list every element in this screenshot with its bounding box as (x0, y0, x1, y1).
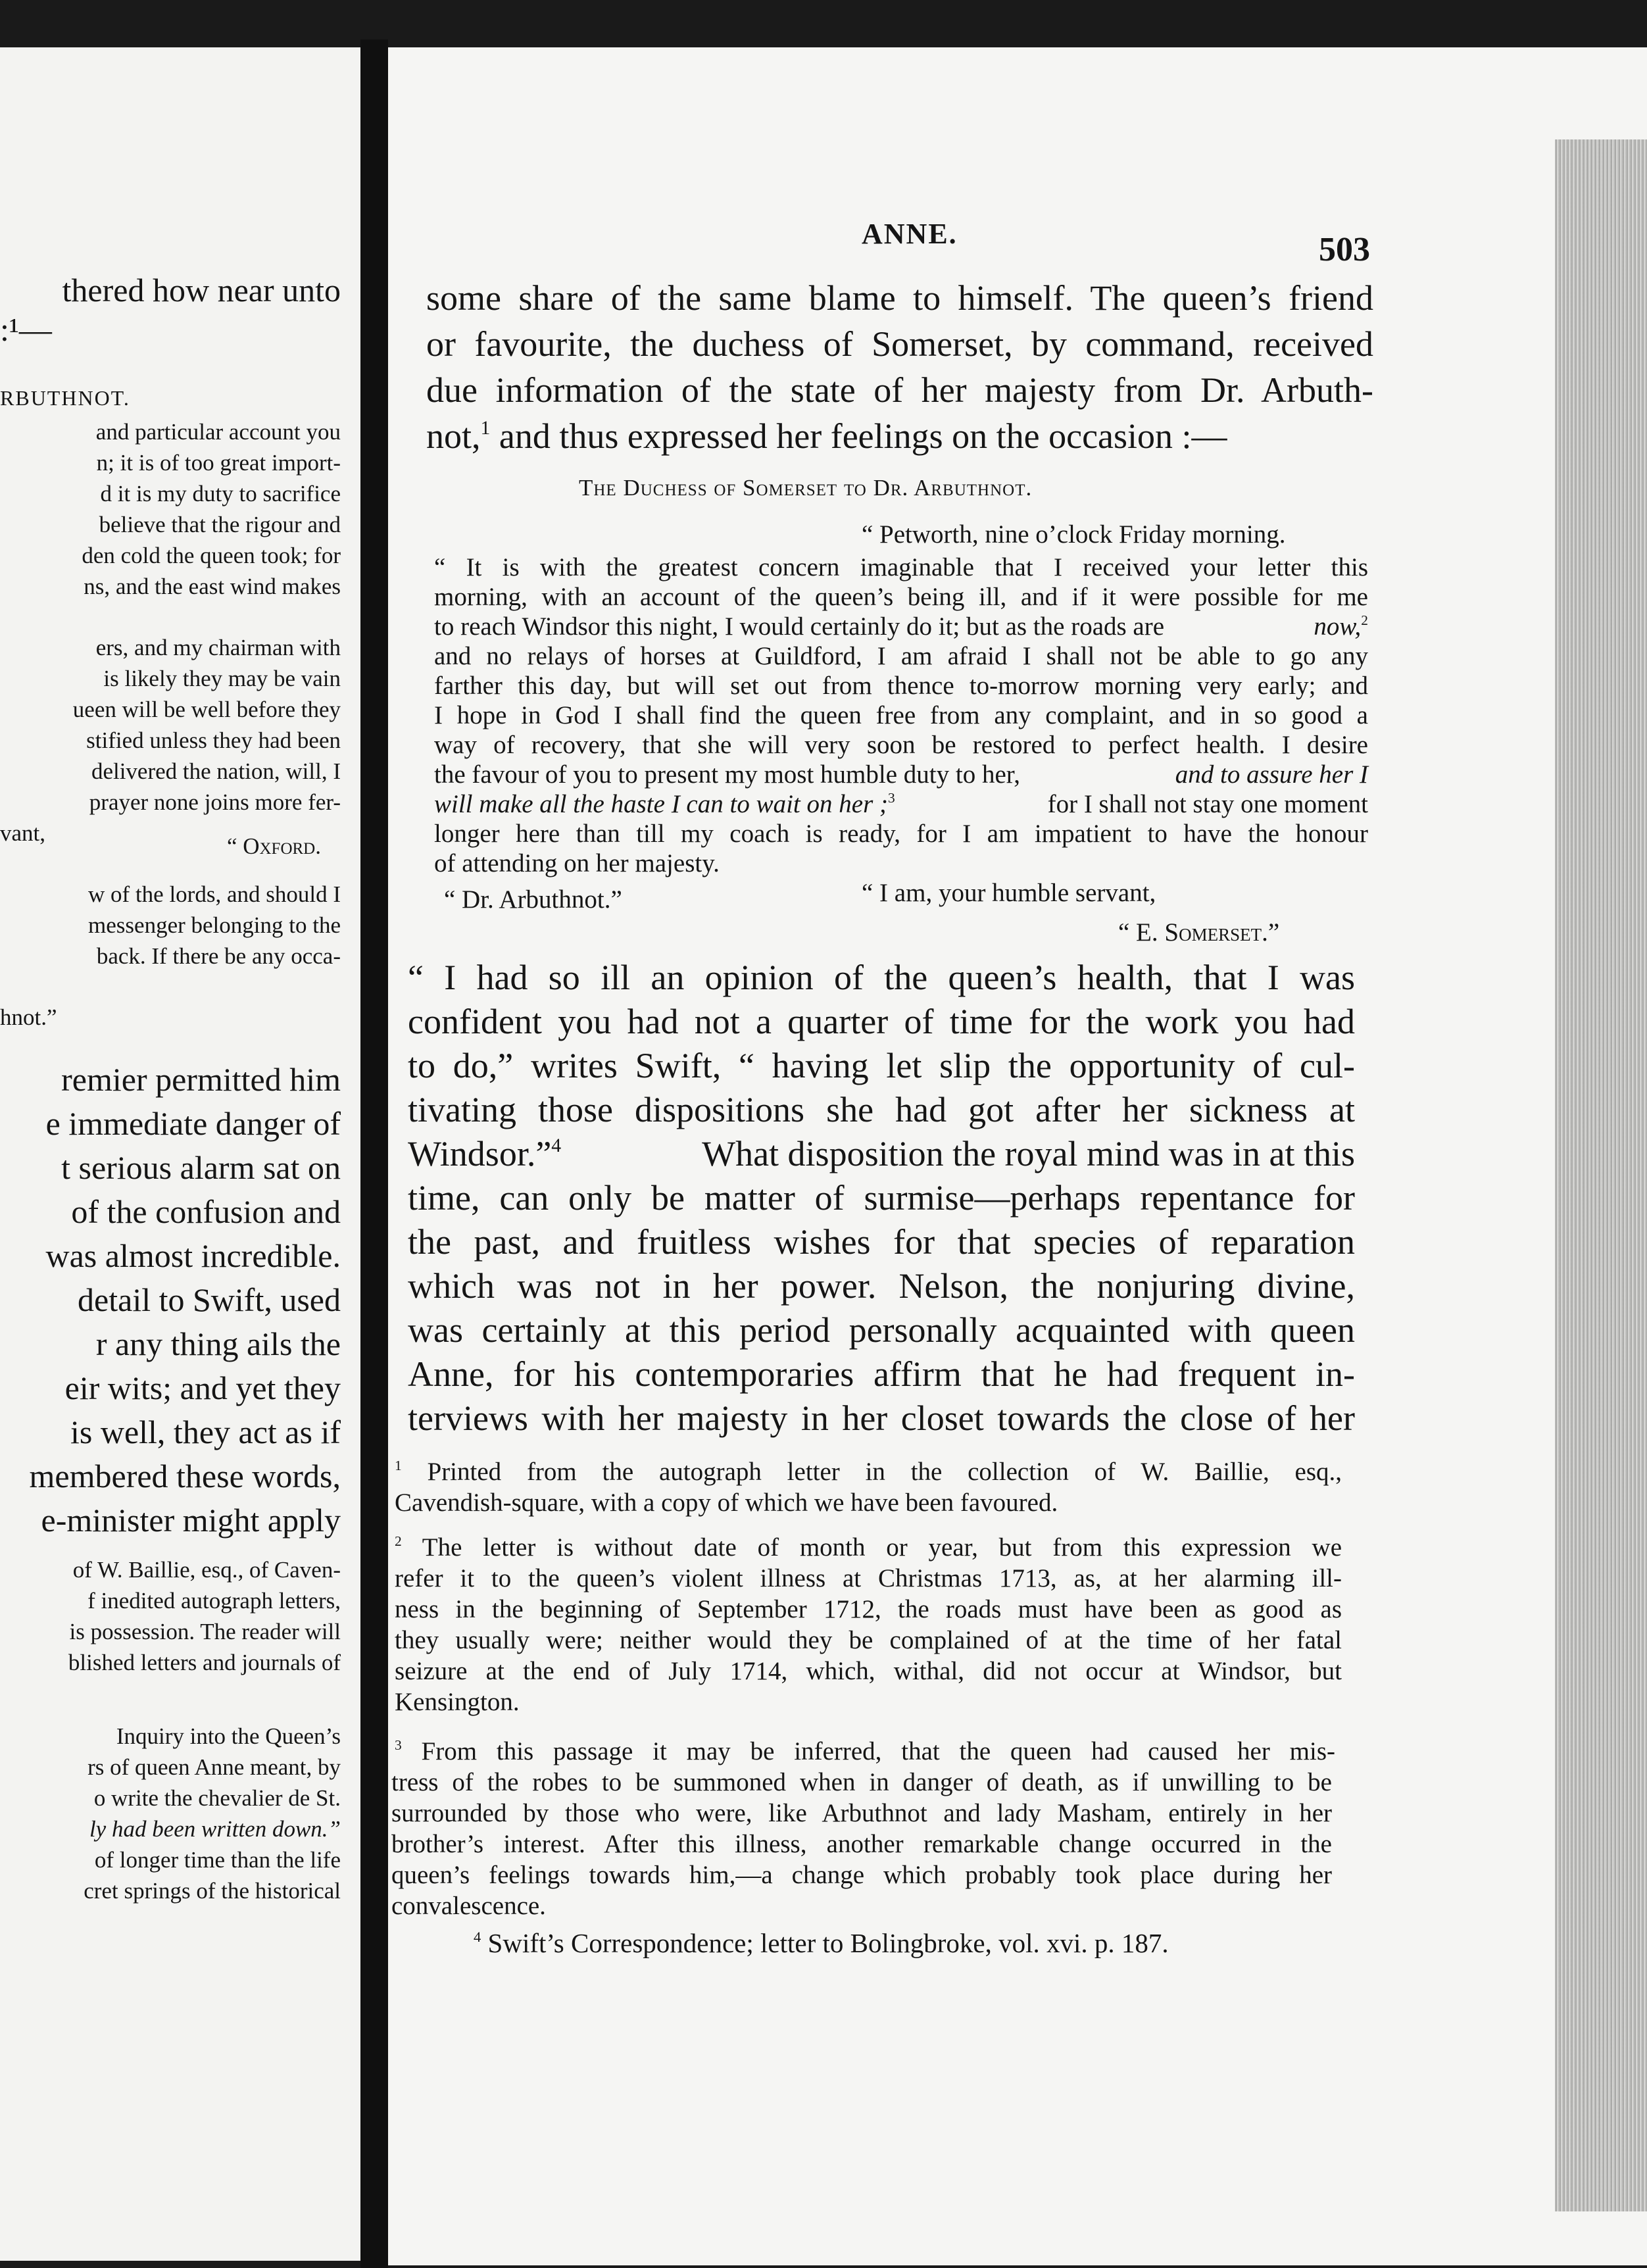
letter-emphasis: and to assure her I (1175, 760, 1368, 789)
footnote-line: surrounded by those who were, like Arbuthnot and lady Masham, entirely in her (391, 1799, 1332, 1827)
left-page-line: w of the lords, and should I (88, 881, 341, 907)
left-page-line: d it is my duty to sacrifice (100, 481, 341, 506)
letter-line: morning, with an account of the queen’s being ill, and if it were possible for me (434, 583, 1368, 611)
body-line: tivating those dispositions she had got after her sickness at (408, 1090, 1355, 1129)
body-line: or favourite, the duchess of Somerset, by command, received (426, 324, 1373, 364)
body-line (408, 1133, 1355, 1174)
left-page-line: “ Oxford. (226, 833, 321, 859)
left-page-footnote-line: ly had been written down.” (89, 1816, 341, 1842)
letter-closing: “ I am, your humble servant, (862, 879, 1156, 907)
letter-line: way of recovery, that she will very soon be restored to perfect health. I desire (434, 731, 1368, 759)
footnote-text: Printed from the autograph letter in the collection of W. Baillie, esq., (427, 1458, 1342, 1486)
letter-addressee: “ Dr. Arbuthnot.” (444, 885, 622, 914)
letter-signature: “ E. Somerset.” (1118, 918, 1280, 947)
footnote-text: Swift’s Correspondence; letter to Bolingbroke, vol. xvi. p. 187. (487, 1928, 1169, 1958)
left-page-line: thered how near unto (62, 272, 341, 308)
body-line: confident you had not a quarter of time for the work you had (408, 1002, 1355, 1041)
footnote-line: tress of the robes to be summoned when in danger of death, as if unwilling to be (391, 1768, 1332, 1796)
left-page-footnote-line: blished letters and journals of (68, 1650, 341, 1675)
left-page-line: ns, and the east wind makes (84, 574, 341, 599)
left-page-line: e immediate danger of (45, 1105, 341, 1142)
running-head: ANNE. (862, 218, 958, 250)
left-page-line: :¹— (0, 311, 52, 348)
letter-emphasis: now, (1314, 612, 1362, 641)
body-line: Anne, for his contemporaries affirm that he had frequent in- (408, 1354, 1355, 1394)
letter-title: The Duchess of Somerset to Dr. Arbuthnot. (579, 475, 1033, 501)
left-page-line: messenger belonging to the (88, 912, 341, 938)
footnote-line: they usually were; neither would they be complained of at the time of her fatal (395, 1626, 1342, 1654)
left-page-footnote-line: is possession. The reader will (69, 1619, 341, 1644)
left-page-line: stified unless they had been (86, 727, 341, 753)
body-text: Windsor.” (408, 1134, 552, 1173)
left-page-footnote-line: of longer time than the life (94, 1847, 341, 1873)
body-line (426, 416, 1227, 456)
body-line: some share of the same blame to himself. The queen’s friend (426, 278, 1373, 318)
left-page-line: was almost incredible. (45, 1237, 341, 1274)
footnote-line: Cavendish-square, with a copy of which we have been favoured. (395, 1489, 1058, 1517)
left-page-line: ers, and my chairman with (95, 635, 341, 660)
left-page-line: is well, they act as if (70, 1414, 341, 1450)
footnote-ref: 4 (551, 1135, 562, 1157)
footnote-ref: 3 (887, 790, 895, 806)
body-line: was certainly at this period personally acquainted with queen (408, 1310, 1355, 1350)
footnote-line (395, 1457, 1342, 1487)
left-page-line: hnot.” (0, 1004, 57, 1030)
letter-text: for I shall not stay one moment (1047, 790, 1368, 818)
left-page-line: den cold the queen took; for (82, 543, 341, 568)
footnote-ref: 2 (1361, 612, 1368, 628)
footnote-line: queen’s feelings towards him,—a change which probably took place during her (391, 1861, 1332, 1889)
footnote-mark: 4 (474, 1929, 481, 1946)
body-line: “ I had so ill an opinion of the queen’s health, that I was (408, 958, 1355, 997)
body-line: which was not in her power. Nelson, the nonjuring divine, (408, 1266, 1355, 1306)
left-page-line: delivered the nation, will, I (91, 758, 341, 784)
left-page-footnote-line: cret springs of the historical (84, 1878, 341, 1904)
letter-line: and no relays of horses at Guildford, I am afraid I shall not be able to go any (434, 642, 1368, 670)
left-page-footnote-line: rs of queen Anne meant, by (87, 1754, 341, 1780)
body-line: terviews with her majesty in her closet towards the close of her (408, 1398, 1355, 1438)
left-page-line: and particular account you (95, 419, 341, 445)
left-page-footnote-line: f inedited autograph letters, (87, 1588, 341, 1614)
footnote-line: ness in the beginning of September 1712, the roads must have been as good as (395, 1595, 1342, 1623)
letter-line: “ It is with the greatest concern imaginable that I received your letter this (434, 553, 1368, 581)
letter-dateline: “ Petworth, nine o’clock Friday morning. (862, 520, 1286, 549)
left-page-line: back. If there be any occa- (96, 943, 341, 969)
left-page-line: detail to Swift, used (78, 1281, 341, 1318)
left-page-footnote-line: o write the chevalier de St. (93, 1785, 341, 1811)
left-page-line: prayer none joins more fer- (89, 789, 341, 815)
body-text: not, (426, 416, 481, 456)
body-text: and thus expressed her feelings on the occasion :— (499, 416, 1227, 456)
letter-line (434, 760, 1368, 789)
footnote-mark: 2 (395, 1533, 402, 1549)
left-page-line: r any thing ails the (95, 1325, 341, 1362)
left-page-line: e-minister might apply (41, 1502, 341, 1539)
letter-text: the favour of you to present my most humble duty to her, (434, 760, 1020, 789)
body-line: due information of the state of her majesty from Dr. Arbuth- (426, 370, 1373, 410)
body-text: What disposition the royal mind was in at this (702, 1134, 1355, 1173)
letter-line: of attending on her majesty. (434, 849, 720, 877)
body-line: the past, and fruitless wishes for that species of reparation (408, 1222, 1355, 1262)
footnote-line: seizure at the end of July 1714, which, withal, did not occur at Windsor, but (395, 1657, 1342, 1685)
left-page-line: RBUTHNOT. (0, 386, 130, 410)
letter-text: to reach Windsor this night, I would certainly do it; but as the roads are (434, 612, 1165, 641)
footnote-mark: 3 (395, 1737, 402, 1753)
left-page-line: t serious alarm sat on (61, 1149, 341, 1186)
left-page-line: eir wits; and yet they (64, 1369, 341, 1406)
footnote-line (474, 1927, 1169, 1959)
left-page-line: believe that the rigour and (99, 512, 341, 537)
footnote-line: convalescence. (391, 1892, 546, 1920)
footnote-line (395, 1533, 1342, 1562)
left-page-line: of the confusion and (71, 1193, 341, 1230)
letter-line: longer here than till my coach is ready, for I am impatient to have the honour (434, 820, 1368, 848)
left-page-footnote-line: of W. Baillie, esq., of Caven- (72, 1557, 341, 1583)
footnote-line: brother’s interest. After this illness, another remarkable change occurred in the (391, 1830, 1332, 1858)
footnote-line: Kensington. (395, 1688, 520, 1716)
left-page-footnote-line: Inquiry into the Queen’s (116, 1723, 341, 1749)
letter-line (434, 789, 1368, 819)
left-page-line: membered these words, (29, 1458, 341, 1494)
footnote-text: The letter is without date of month or year, but from this expression we (422, 1533, 1342, 1562)
footnote-line: refer it to the queen’s violent illness at Christmas 1713, as, at her alarming ill- (395, 1564, 1342, 1592)
body-line: to do,” writes Swift, “ having let slip the opportunity of cul- (408, 1046, 1355, 1085)
letter-line (434, 612, 1368, 641)
footnote-mark: 1 (395, 1458, 402, 1473)
letter-emphasis: will make all the haste I can to wait on her ; (434, 790, 888, 818)
left-page-line: vant, (0, 820, 46, 846)
footnote-line (395, 1737, 1335, 1766)
letter-line: I hope in God I shall find the queen free from any complaint, and in so good a (434, 701, 1368, 729)
letter-line: farther this day, but will set out from thence to-morrow morning very early; and (434, 672, 1368, 700)
body-line: time, can only be matter of surmise—perhaps repentance for (408, 1178, 1355, 1218)
left-page-line: n; it is of too great import- (96, 450, 341, 476)
left-page-line: ueen will be well before they (72, 697, 341, 722)
footnote-ref: 1 (480, 418, 491, 439)
left-page-line: is likely they may be vain (103, 666, 341, 691)
footnote-text: From this passage it may be inferred, that the queen had caused her mis- (421, 1737, 1335, 1765)
page-number: 503 (1319, 231, 1370, 268)
left-page-line: remier permitted him (61, 1061, 341, 1098)
